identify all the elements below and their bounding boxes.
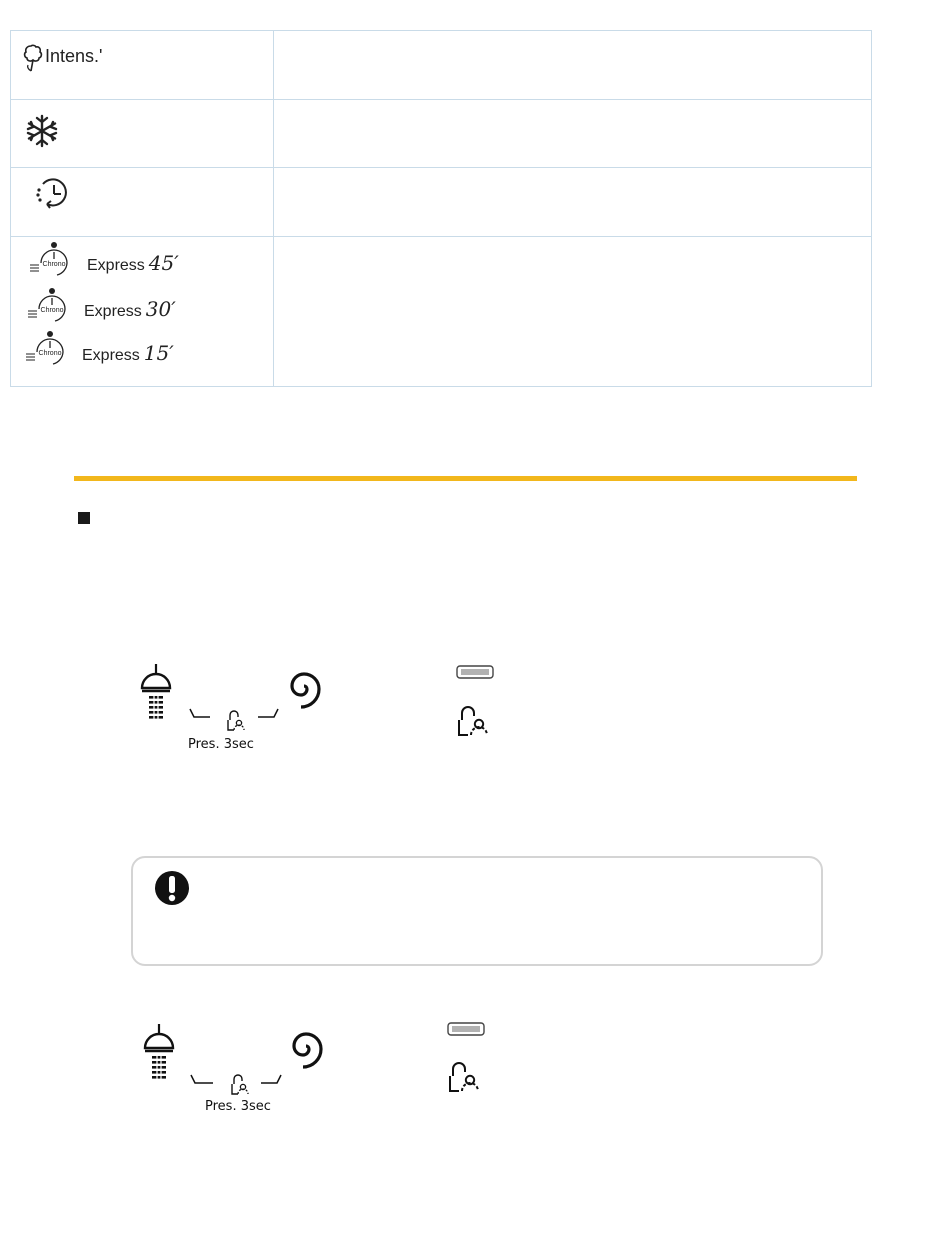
display-icon: [455, 664, 495, 680]
control-panel-diagram: [130, 660, 510, 760]
svg-text:Chrono: Chrono: [40, 307, 64, 314]
express-label: Express 15′: [82, 341, 174, 365]
svg-text:Chrono: Chrono: [42, 261, 66, 268]
express-label: Express 45′: [87, 251, 179, 275]
bullet-square-icon: [78, 512, 90, 524]
table-row: [11, 167, 871, 236]
table-row: [11, 31, 871, 99]
cotton-icon: [23, 43, 47, 73]
table-cell-option: [11, 31, 274, 99]
table-cell-description: [274, 237, 871, 387]
press-duration-label: Pres. 3sec: [205, 1099, 271, 1114]
table-cell-description: [274, 168, 871, 236]
chrono-icon: [29, 239, 71, 277]
section-divider: [74, 476, 857, 481]
shower-icon: [136, 662, 176, 724]
child-lock-icon: [226, 710, 246, 734]
warning-box: [131, 856, 823, 966]
shower-icon: [139, 1022, 179, 1084]
child-lock-icon: [447, 1062, 483, 1096]
option-label-intens: Intens.': [45, 46, 103, 66]
snowflake-icon: [25, 114, 59, 148]
chrono-icon: [25, 328, 67, 366]
press-duration-label: Pres. 3sec: [188, 737, 254, 752]
child-lock-icon: [230, 1074, 250, 1098]
table-row: [11, 236, 871, 387]
clock-refresh-icon: [33, 174, 71, 212]
chrono-icon: [27, 285, 69, 323]
table-cell-description: [274, 100, 871, 167]
control-panel-diagram: [133, 1018, 513, 1118]
table-cell-description: [274, 31, 871, 99]
table-cell-option: [11, 237, 274, 387]
options-table: [10, 30, 872, 387]
spiral-icon: [283, 668, 325, 710]
display-icon: [446, 1021, 486, 1037]
table-cell-option: [11, 100, 274, 167]
table-cell-option: [11, 168, 274, 236]
express-label: Express 30′: [84, 297, 176, 321]
child-lock-icon: [456, 706, 492, 740]
svg-text:Chrono: Chrono: [38, 350, 62, 357]
spiral-icon: [285, 1028, 327, 1070]
exclamation-icon: [154, 870, 190, 906]
table-row: [11, 99, 871, 167]
